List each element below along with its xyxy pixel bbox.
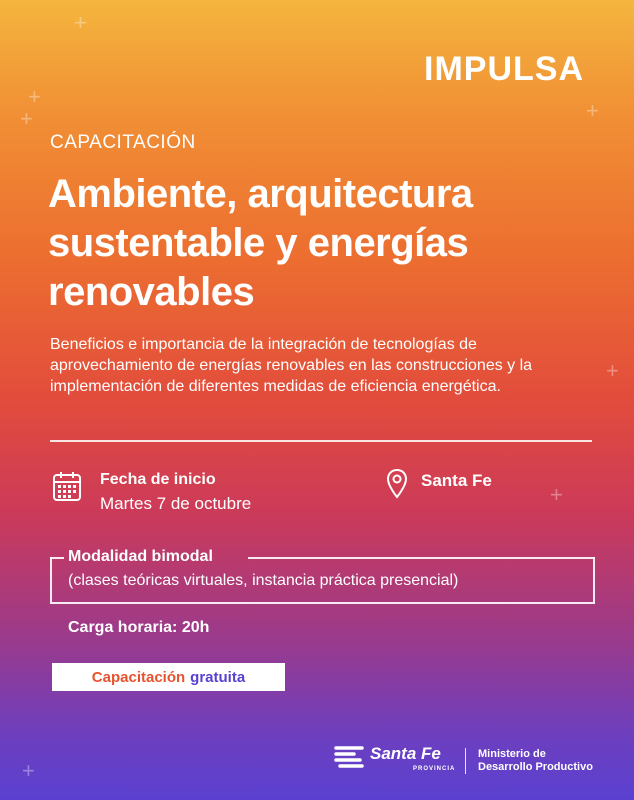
start-date-value: Martes 7 de octubre bbox=[100, 494, 252, 513]
org-name: Santa Fe bbox=[370, 744, 441, 763]
modality-detail: (clases teóricas virtuales, instancia práctica presencial) bbox=[68, 572, 459, 589]
free-badge-label: Capacitación bbox=[91, 668, 186, 686]
ministry-line-2: Desarrollo Productivo bbox=[478, 761, 593, 773]
ministry-line-1: Ministerio de bbox=[478, 748, 546, 760]
divider bbox=[50, 440, 592, 442]
free-badge bbox=[52, 663, 285, 691]
plus-decoration-icon: + bbox=[22, 758, 35, 783]
course-title: Ambiente, arquitectura sustentable y energías renovables bbox=[48, 172, 473, 314]
plus-decoration-icon: + bbox=[606, 358, 619, 383]
plus-decoration-icon: + bbox=[74, 10, 87, 35]
santa-fe-logo bbox=[334, 744, 464, 774]
course-description: Beneficios e importancia de la integración de tecnologías de aprovechamiento de energías renovables en las construcciones y la implementación de diferentes medidas de eficiencia energética. bbox=[50, 336, 533, 395]
footer-separator bbox=[465, 748, 466, 774]
start-date-label: Fecha de inicio bbox=[100, 471, 216, 488]
location-text: Santa Fe bbox=[421, 471, 492, 490]
calendar-icon bbox=[52, 470, 82, 502]
org-subtitle: PROVINCIA bbox=[413, 766, 456, 772]
plus-decoration-icon: + bbox=[550, 482, 563, 507]
plus-decoration-icon: + bbox=[20, 106, 33, 131]
category-label: CAPACITACIÓN bbox=[50, 132, 196, 153]
plus-decoration-icon: + bbox=[586, 98, 599, 123]
free-badge-highlight: gratuita bbox=[190, 668, 246, 686]
plus-decoration-icon: + bbox=[28, 84, 41, 109]
ministry-name bbox=[478, 748, 593, 774]
modality-title: Modalidad bimodal bbox=[68, 548, 213, 565]
santa-fe-logo-icon bbox=[334, 744, 364, 772]
course-hours: Carga horaria: 20h bbox=[68, 619, 210, 636]
impulsa-logo: IMPULSA bbox=[424, 50, 584, 88]
location-pin-icon bbox=[386, 468, 408, 500]
